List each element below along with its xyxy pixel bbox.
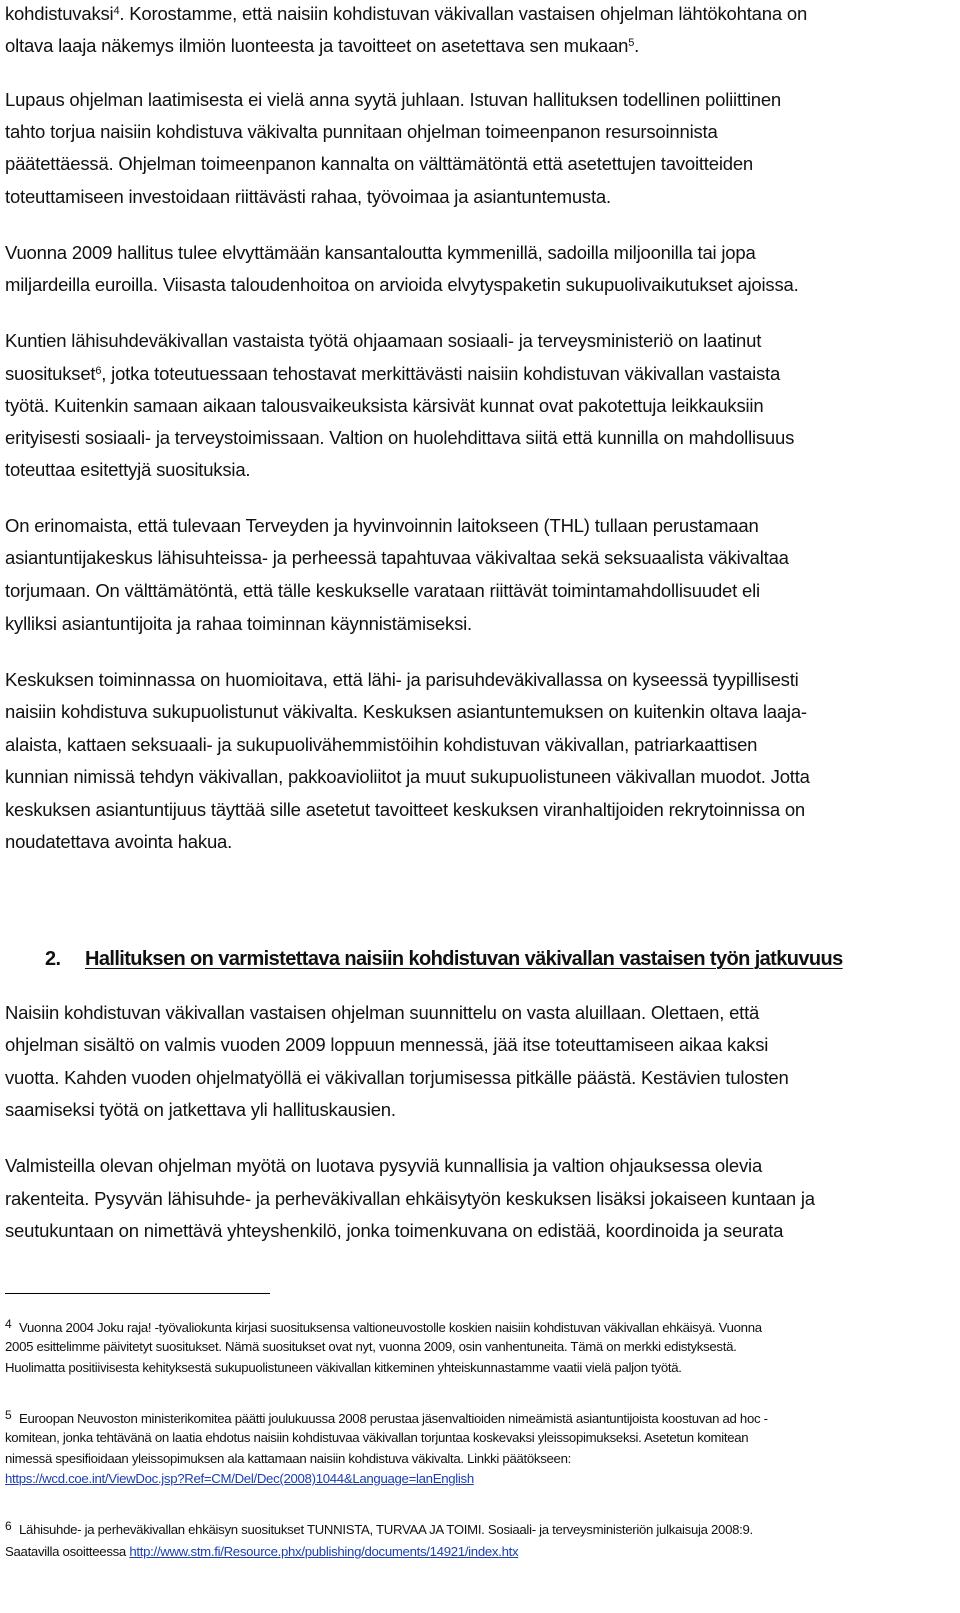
- paragraph-2-line-4: toteuttamiseen investoidaan riittävästi rahaa, työvoimaa ja asiantuntemusta.: [5, 186, 611, 207]
- paragraph-5-line-3: torjumaan. On välttämätöntä, että tälle keskukselle varataan riittävät toimintamahdollisuudet eli: [5, 580, 760, 601]
- paragraph-4-line-3: työtä. Kuitenkin samaan aikaan talousvaikeuksista kärsivät kunnat ovat pakotettuja leikkauksiin: [5, 395, 764, 416]
- footnote-4-line-3: Huolimatta positiivisesta kehityksestä sukupuolistuneen väkivallan kitkeminen yhteiskunnastamme vaatii vielä paljon työtä.: [5, 1360, 682, 1375]
- paragraph-2-line-1: Lupaus ohjelman laatimisesta ei vielä anna syytä juhlaan. Istuvan hallituksen todellinen poliittinen: [5, 89, 781, 110]
- footnote-5-line-2: komitean, jonka tehtävänä on laatia ehdotus naisiin kohdistuvaa väkivallan torjuntaa koskevaksi yleissopimukseksi. Asetetun komitean: [5, 1430, 749, 1445]
- section-title: Hallituksen on varmistettava naisiin kohdistuvan väkivallan vastaisen työn jatkuvuus: [85, 948, 843, 970]
- paragraph-6-line-2: naisiin kohdistuva sukupuolistunut väkivalta. Keskuksen asiantuntemuksen on kuitenkin oltava laaja-: [5, 701, 807, 722]
- footnote-5-line-3: nimessä spesifioidaan yleissopimuksen ala kattamaan naisiin kohdistuva väkivalta. Linkki päätökseen:: [5, 1451, 571, 1466]
- paragraph-5-line-2: asiantuntijakeskus lähisuhteissa- ja perheessä tapahtuvaa väkivaltaa sekä seksuaalista väkivaltaa: [5, 547, 789, 568]
- footnote-4-line-1: 4 Vuonna 2004 Joku raja! -työvaliokunta kirjasi suosituksensa valtioneuvostolle koskien naisiin kohdistuvan väkivallan ehkäisyä. Vuonna: [5, 1317, 762, 1335]
- paragraph-5-line-4: kylliksi asiantuntijoita ja rahaa toiminnan käynnistämiseksi.: [5, 613, 472, 634]
- paragraph-8-line-3: seutukuntaan on nimettävä yhteyshenkilö, jonka toimenkuvana on edistää, koordinoida ja seurata: [5, 1220, 784, 1241]
- footnote-ref-5[interactable]: 5: [628, 37, 635, 49]
- paragraph-5-line-1: On erinomaista, että tulevaan Terveyden ja hyvinvoinnin laitokseen (THL) tullaan perustamaan: [5, 515, 759, 536]
- paragraph-4-line-2: suositukset$^6$, jotka toteutuessaan tehostavat merkittävästi naisiin kohdistuvan väkivallan vastaista: [5, 363, 781, 384]
- paragraph-4-line-5: toteuttaa esitettyjä suosituksia.: [5, 459, 251, 480]
- paragraph-7-line-3: vuotta. Kahden vuoden ohjelmatyöllä ei väkivallan torjumisessa pitkälle päästä. Kestävien tulosten: [5, 1067, 789, 1088]
- paragraph-6-line-5: keskuksen asiantuntijuus täyttää sille asetetut tavoitteet keskuksen viranhaltijoiden rekrytoinnissa on: [5, 799, 806, 820]
- paragraph-7-line-1: Naisiin kohdistuvan väkivallan vastaisen ohjelman suunnittelu on vasta aluillaan. Olettaen, että: [5, 1002, 760, 1023]
- paragraph-1-line-1: kohdistuvaksi$^4$. Korostamme, että naisiin kohdistuvan väkivallan vastaisen ohjelman lähtökohtana on: [5, 3, 808, 24]
- footnote-4-marker: 4: [5, 1317, 12, 1331]
- footnote-5-line-4: [5, 1470, 474, 1487]
- paragraph-3-line-1: Vuonna 2009 hallitus tulee elvyttämään kansantaloutta kymmenillä, sadoilla miljoonilla tai jopa: [5, 242, 756, 263]
- footnote-separator: [5, 1293, 270, 1294]
- paragraph-3-line-2: miljardeilla euroilla. Viisasta taloudenhoitoa on arvioida elvytyspaketin sukupuolivaikutukset ajoissa.: [5, 274, 799, 295]
- paragraph-2-line-2: tahto torjua naisiin kohdistuva väkivalta punnitaan ohjelman toimeenpanon resursoinnista: [5, 121, 718, 142]
- section-number: 2.: [45, 948, 61, 970]
- section-heading: [45, 946, 843, 972]
- footnote-5-line-1: 5 Euroopan Neuvoston ministerikomitea päätti joulukuussa 2008 perustaa jäsenvaltioiden nimeämistä asiantuntijoista koostuvan ad hoc -: [5, 1408, 768, 1426]
- paragraph-6-line-3: alaista, kattaen seksuaali- ja sukupuolivähemmistöihin kohdistuvan väkivallan, patriarkaattisen: [5, 734, 758, 755]
- footnote-ref-4[interactable]: 4: [113, 5, 120, 17]
- footnote-6-link[interactable]: http://www.stm.fi/Resource.phx/publishing/documents/14921/index.htx: [129, 1544, 519, 1559]
- paragraph-7-line-2: ohjelman sisältö on valmis vuoden 2009 loppuun mennessä, jää itse toteuttamiseen aikaa kaksi: [5, 1034, 769, 1055]
- paragraph-2-line-3: päätettäessä. Ohjelman toimeenpanon kannalta on välttämätöntä että asetettujen tavoitteiden: [5, 153, 754, 174]
- paragraph-6-line-1: Keskuksen toiminnassa on huomioitava, että lähi- ja parisuhdeväkivallassa on kyseessä tyypillisesti: [5, 669, 799, 690]
- paragraph-7-line-4: saamiseksi työtä on jatkettava yli hallituskausien.: [5, 1099, 396, 1120]
- footnote-6-marker: 6: [5, 1519, 12, 1533]
- paragraph-6-line-6: noudatettava avointa hakua.: [5, 831, 233, 852]
- paragraph-1-line-2: oltava laaja näkemys ilmiön luonteesta ja tavoitteet on asetettava sen mukaan$^5$.: [5, 35, 640, 56]
- footnote-ref-6[interactable]: 6: [95, 365, 102, 377]
- paragraph-4-line-4: erityisesti sosiaali- ja terveystoimissaan. Valtion on huolehdittava siitä että kunnilla on mahdollisuus: [5, 427, 795, 448]
- footnote-6-line-1: 6 Lähisuhde- ja perheväkivallan ehkäisyn suositukset TUNNISTA, TURVAA JA TOIMI. Sosiaali- ja terveysministeriön julkaisuja 2008:9.: [5, 1519, 753, 1537]
- paragraph-6-line-4: kunnian nimissä tehdyn väkivallan, pakkoavioliitot ja muut sukupuolistuneen väkivallan muodot. Jotta: [5, 766, 810, 787]
- paragraph-8-line-2: rakenteita. Pysyvän lähisuhde- ja perheväkivallan ehkäisytyön keskuksen lisäksi jokaiseen kuntaan ja: [5, 1188, 815, 1209]
- paragraph-4-line-1: Kuntien lähisuhdeväkivallan vastaista työtä ohjaamaan sosiaali- ja terveysministeriö on laatinut: [5, 330, 762, 351]
- footnote-5-marker: 5: [5, 1408, 12, 1422]
- paragraph-8-line-1: Valmisteilla olevan ohjelman myötä on luotava pysyviä kunnallisia ja valtion ohjauksessa olevia: [5, 1155, 763, 1176]
- footnote-4-line-2: 2005 esittelimme päivitetyt suositukset. Nämä suositukset ovat nyt, vuonna 2009, osin vanhentuneita. Tämä on merkki edistyksestä.: [5, 1339, 737, 1354]
- footnote-6-line-2: Saatavilla osoitteessa http://www.stm.fi/Resource.phx/publishing/documents/14921/index.htx: [5, 1544, 519, 1559]
- footnote-5-link[interactable]: https://wcd.coe.int/ViewDoc.jsp?Ref=CM/Del/Dec(2008)1044&Language=lanEnglish: [5, 1471, 474, 1486]
